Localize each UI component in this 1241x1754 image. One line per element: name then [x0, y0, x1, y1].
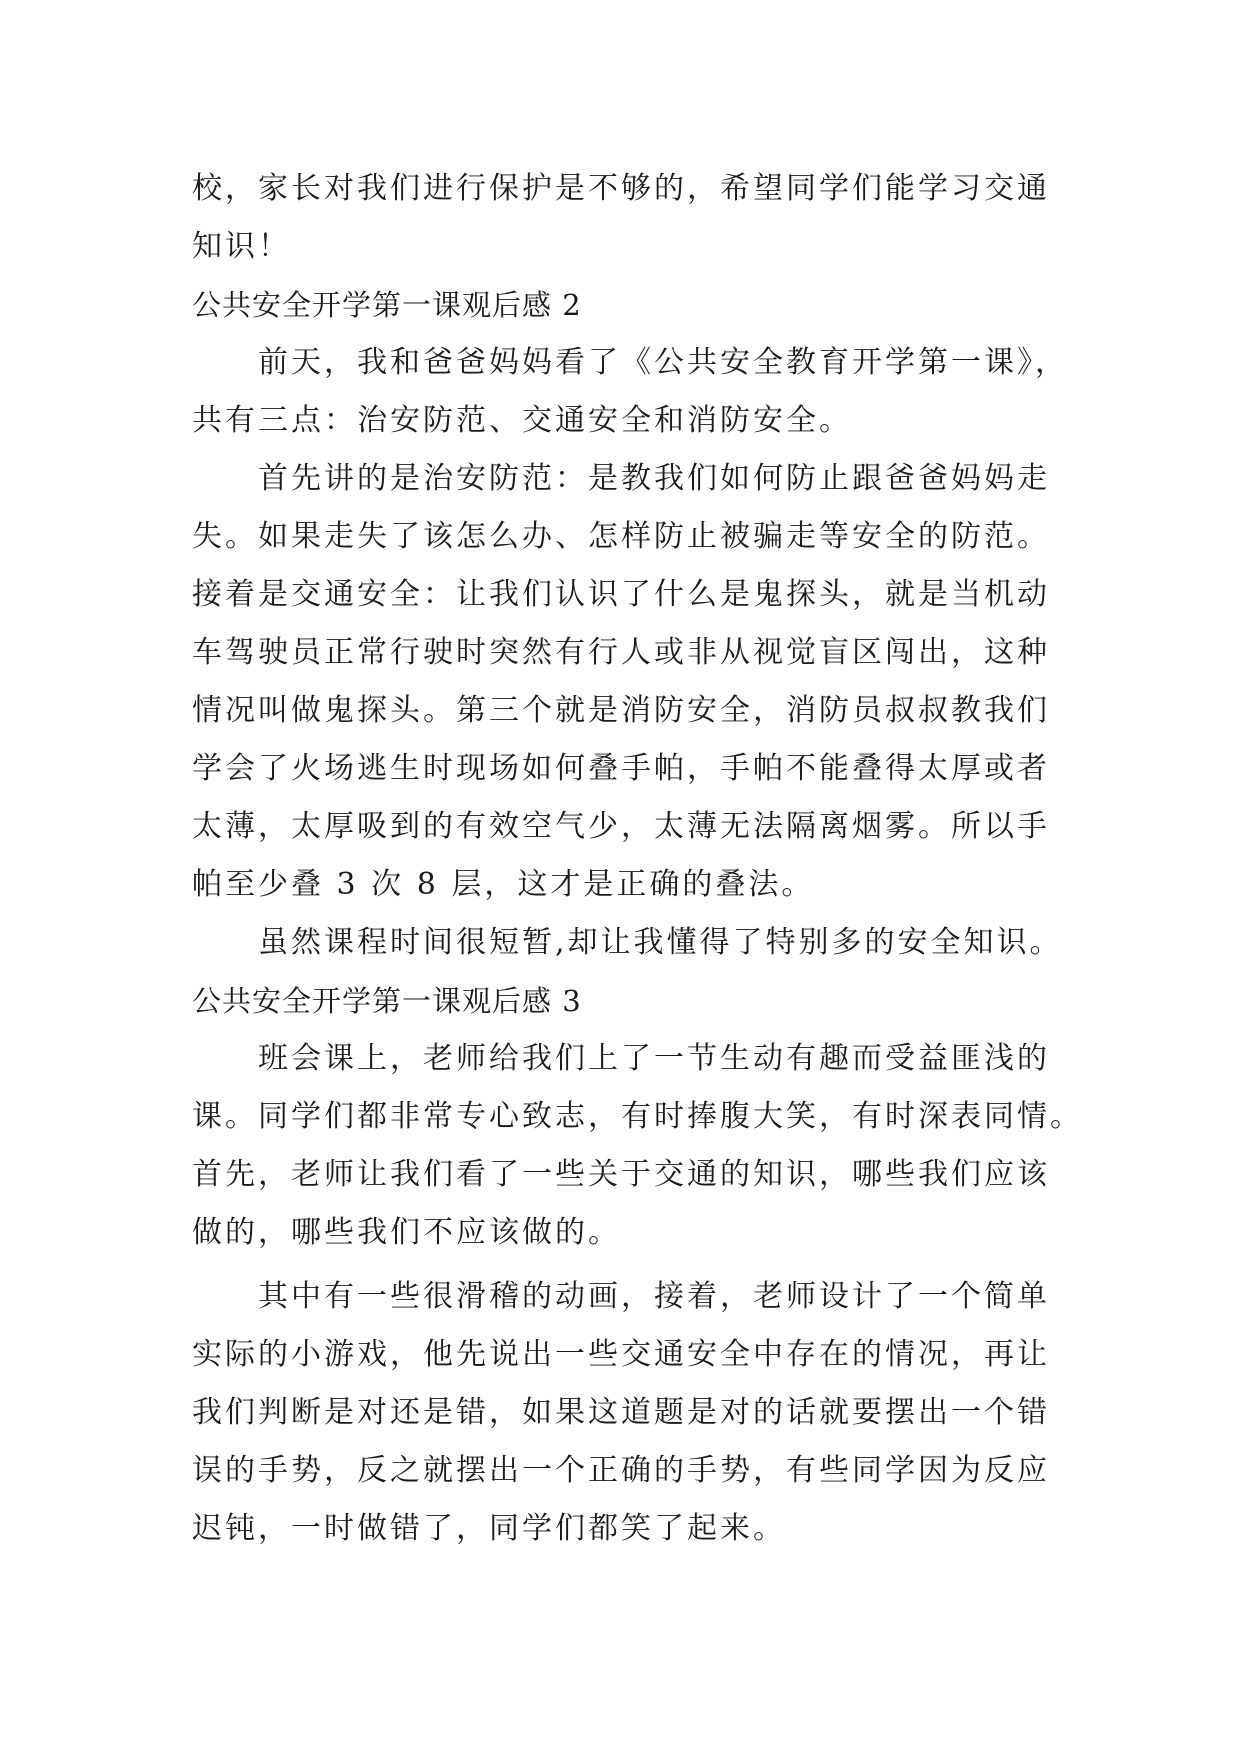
text-line: 前天，我和爸爸妈妈看了《公共安全教育开学第一课》， — [258, 345, 1068, 380]
text-line: 接着是交通安全：让我们认识了什么是鬼探头，就是当机动 — [192, 577, 1050, 612]
text-line: 太薄，太厚吸到的有效空气少，太薄无法隔离烟雾。所以手 — [192, 809, 1050, 844]
text-line: 我们判断是对还是错，如果这道题是对的话就要摆出一个错 — [192, 1395, 1050, 1430]
text-line: 误的手势，反之就摆出一个正确的手势，有些同学因为反应 — [192, 1453, 1050, 1488]
text-line: 首先，老师让我们看了一些关于交通的知识，哪些我们应该 — [192, 1157, 1050, 1192]
text-line: 做的，哪些我们不应该做的。 — [192, 1215, 621, 1250]
document-body — [192, 160, 1083, 1558]
text-line: 虽然课程时间很短暂,却让我懂得了特别多的安全知识。 — [258, 925, 1063, 960]
text-line: 失。如果走失了该怎么办、怎样防止被骗走等安全的防范。 — [192, 519, 1050, 554]
section-heading: 公共安全开学第一课观后感 2 — [192, 288, 582, 322]
text-line: 其中有一些很滑稽的动画，接着，老师设计了一个简单 — [258, 1279, 1050, 1314]
text-line: 学会了火场逃生时现场如何叠手帕，手帕不能叠得太厚或者 — [192, 751, 1050, 786]
text-line: 迟钝，一时做错了，同学们都笑了起来。 — [192, 1511, 786, 1546]
text-line: 校，家长对我们进行保护是不够的，希望同学们能学习交通 — [192, 171, 1050, 206]
text-line: 知识！ — [192, 229, 291, 264]
text-line: 情况叫做鬼探头。第三个就是消防安全，消防员叔叔教我们 — [192, 693, 1050, 728]
text-line: 实际的小游戏，他先说出一些交通安全中存在的情况，再让 — [192, 1337, 1050, 1372]
text-line: 课。同学们都非常专心致志，有时捧腹大笑，有时深表同情。 — [192, 1099, 1083, 1134]
text-line: 车驾驶员正常行驶时突然有行人或非从视觉盲区闯出，这种 — [192, 635, 1050, 670]
text-line: 帕至少叠 3 次 8 层，这才是正确的叠法。 — [192, 867, 815, 902]
text-line: 首先讲的是治安防范：是教我们如何防止跟爸爸妈妈走 — [258, 461, 1050, 496]
text-line: 班会课上，老师给我们上了一节生动有趣而受益匪浅的 — [258, 1041, 1050, 1076]
text-line: 共有三点：治安防范、交通安全和消防安全。 — [192, 403, 852, 438]
section-heading: 公共安全开学第一课观后感 3 — [192, 984, 582, 1018]
